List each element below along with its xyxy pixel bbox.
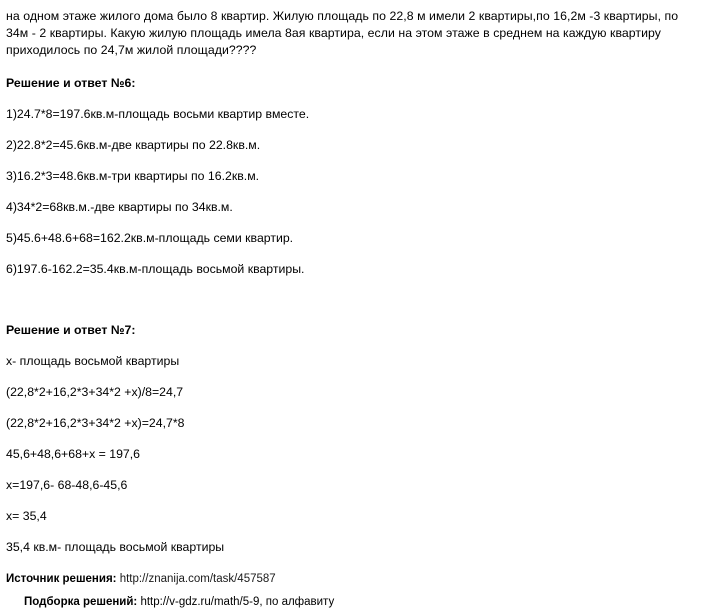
- solution-7-line: (22,8*2+16,2*3+34*2 +x)=24,7*8: [6, 416, 185, 430]
- solution-6-step: 5)45.6+48.6+68=162.2кв.м-площадь семи квартир.: [6, 231, 294, 245]
- solution-6-step: 4)34*2=68кв.м.-две квартиры по 34кв.м.: [6, 200, 233, 214]
- solution-6-step: 3)16.2*3=48.6кв.м-три квартиры по 16.2кв.м.: [6, 169, 260, 183]
- solution-7-line: x- площадь восьмой квартиры: [6, 354, 180, 368]
- solution-7-heading: Решение и ответ №7:: [6, 323, 136, 337]
- solution-6-heading: Решение и ответ №6:: [6, 76, 136, 90]
- solution-7-line: (22,8*2+16,2*3+34*2 +x)/8=24,7: [6, 385, 184, 399]
- section-spacer: [6, 278, 700, 306]
- solution-6-step: 2)22.8*2=45.6кв.м-две квартиры по 22.8кв.м.: [6, 138, 261, 152]
- source-url[interactable]: http://znanija.com/task/457587: [119, 573, 276, 585]
- solution-7-answer: 35,4 кв.м- площадь восьмой квартиры: [6, 540, 225, 554]
- collection-row: [6, 595, 700, 610]
- solution-6-step: 1)24.7*8=197.6кв.м-площадь восьми квартир вместе.: [6, 107, 310, 121]
- solution-7-line: x= 35,4: [6, 509, 47, 523]
- solution-7-line: x=197,6- 68-48,6-45,6: [6, 478, 128, 492]
- solution-7-line: 45,6+48,6+68+x = 197,6: [6, 447, 141, 461]
- solution-6-step: 6)197.6-162.2=35.4кв.м-площадь восьмой квартиры.: [6, 262, 305, 276]
- source-row: [6, 572, 700, 587]
- collection-url[interactable]: http://v-gdz.ru/math/5-9, по алфавиту: [140, 596, 335, 608]
- collection-label: Подборка решений:: [24, 596, 138, 608]
- source-label: Источник решения:: [6, 573, 117, 585]
- problem-statement: на одном этаже жилого дома было 8 квартир. Жилую площадь по 22,8 м имели 2 квартиры,по 16,2м -3 квартиры, по 34м - 2 квартиры. Какую жилую площадь имела 8ая квартира, если на этом этаже в среднем на каждую квартиру приходилось по 24,7м жилой площади????: [6, 9, 679, 57]
